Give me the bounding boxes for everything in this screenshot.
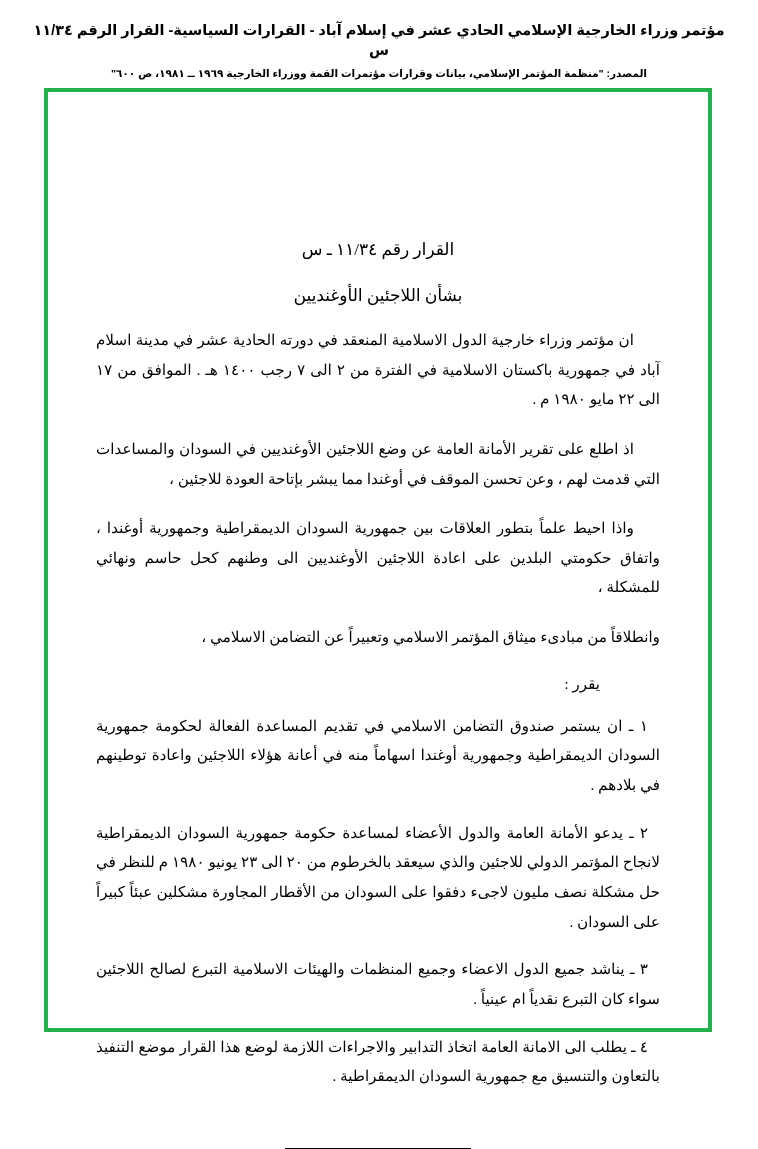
- page-header: [0, 0, 758, 82]
- document-body: [48, 92, 708, 1086]
- resolution-item-2: ٢ ـ يدعو الأمانة العامة والدول الأعضاء لمساعدة حكومة جمهورية السودان الديمقراطية لانجاح المؤتمر الدولي للاجئين والذي سيعقد بالخرطوم من ٢٠ الى ٢٣ يونيو ١٩٨٠ م للنظر في حل مشكلة نصف مليون لاجىء دفقوا على السودان من الأقطار المجاورة مشكلين عبئاً كبيراً على السودان .: [96, 824, 660, 931]
- preamble-paragraph-1: ان مؤتمر وزراء خارجية الدول الاسلامية المنعقد في دورته الحادية عشر في مدينة اسلام آباد في جمهورية باكستان الاسلامية في الفترة من ٢ الى ٧ رجب ١٤٠٠ هـ . الموافق من ١٧ الى ٢٢ مايو ١٩٨٠ م .: [96, 332, 660, 409]
- decides-label: يقرر :: [564, 675, 600, 693]
- header-source: المصدر: "منظمة المؤتمر الإسلامي، بيانات وقرارات مؤتمرات القمة ووزراء الخارجية ١٩٦٩ ــ ١٩٨١، ص ٦٠٠": [110, 68, 648, 81]
- resolution-item-3: ٣ ـ يناشد جميع الدول الاعضاء وجميع المنظمات والهيئات الاسلامية التبرع لصالح اللاجئين سواء كان التبرع نقدياً ام عينياً .: [96, 961, 660, 1008]
- resolution-item-4: ٤ ـ يطلب الى الامانة العامة اتخاذ التدابير والاجراءات اللازمة لوضع هذا القرار موضع التنفيذ بالتعاون والتنسيق مع جمهورية السودان الديمقراطية .: [96, 1038, 660, 1086]
- resolution-number: القرار رقم ١١/٣٤ ـ س: [301, 240, 455, 259]
- resolution-subject: بشأن اللاجئين الأوغنديين: [293, 286, 463, 305]
- header-title: مؤتمر وزراء الخارجية الإسلامي الحادي عشر في إسلام آباد - القرارات السياسية- القرار الرقم ١١/٣٤ س: [33, 23, 725, 59]
- green-border-frame: [44, 88, 712, 1086]
- preamble-paragraph-3: واذا احيط علماً بتطور العلاقات بين جمهورية السودان الديمقراطية وجمهورية أوغندا ، واتفاق حكومتي البلدين على اعادة اللاجئين الأوغنديين الى وطنهم كحل حاسم ونهائي للمشكلة ،: [96, 520, 660, 597]
- preamble-paragraph-2: اذ اطلع على تقرير الأمانة العامة عن وضع اللاجئين الأوغنديين في السودان والمساعدات التي قدمت لهم ، وعن تحسن الموقف في أوغندا مما يبشر بإتاحة العودة للاجئين ،: [96, 440, 660, 488]
- resolution-item-1: ١ ـ ان يستمر صندوق التضامن الاسلامي في تقديم المساعدة الفعالة لحكومة جمهورية السودان الديمقراطية وجمهورية أوغندا اسهاماً منه في أعانة هؤلاء اللاجئين واعادة توطينهم في بلادهم .: [96, 717, 660, 795]
- preamble-paragraph-4: وانطلاقاً من مبادىء ميثاق المؤتمر الاسلامي وتعبيراً عن التضامن الاسلامي ،: [201, 629, 660, 647]
